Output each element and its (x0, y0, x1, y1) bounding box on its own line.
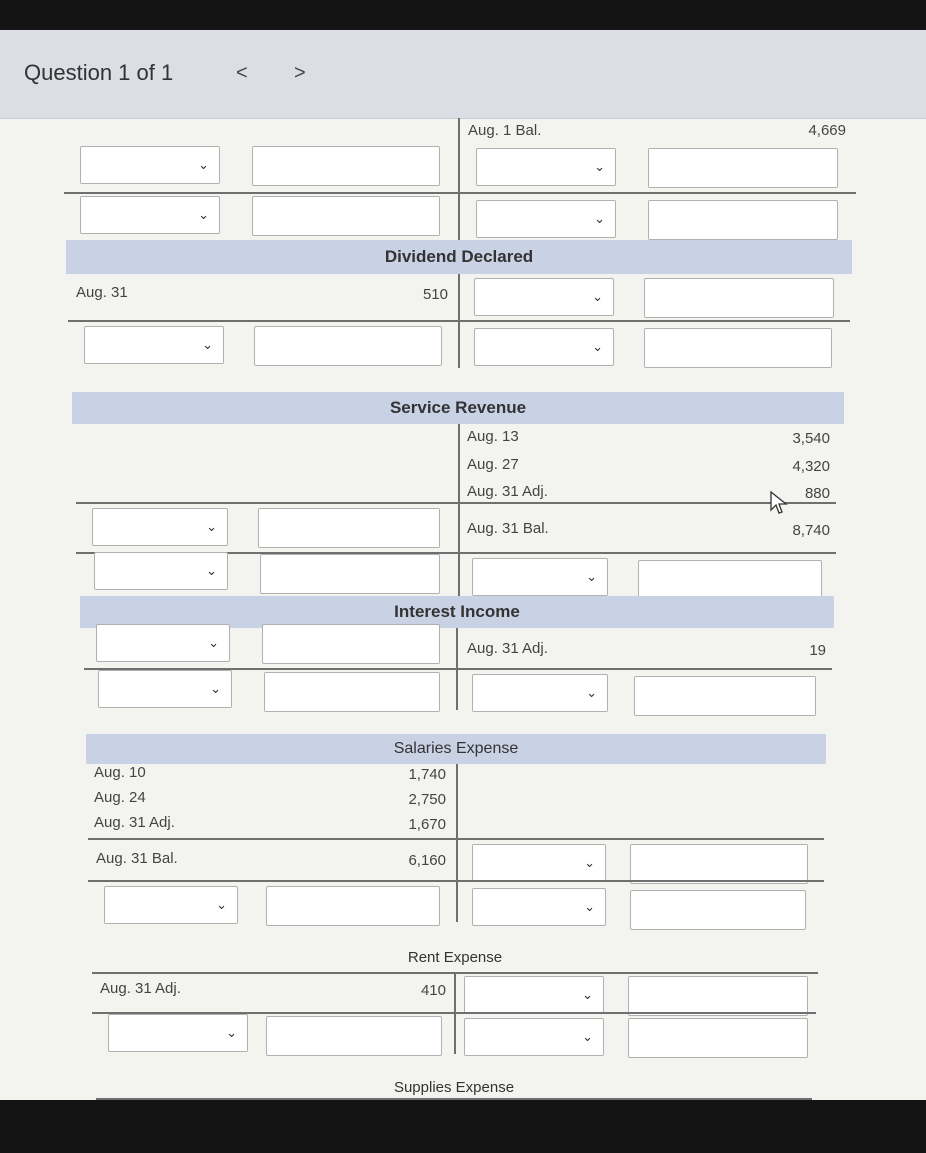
account-title: Salaries Expense (86, 734, 826, 764)
prev-question-button[interactable]: < (236, 62, 248, 84)
screen (0, 30, 926, 1100)
t-account-divider (456, 764, 458, 922)
debit-entry-amount: 510 (422, 286, 448, 303)
chevron-down-icon: ⌄ (206, 519, 217, 534)
debit-entry-amount: 1,740 (408, 766, 446, 783)
chevron-down-icon: ⌄ (586, 569, 597, 584)
account-select[interactable] (476, 200, 616, 238)
chevron-down-icon: ⌄ (584, 855, 595, 870)
chevron-down-icon: ⌄ (586, 685, 597, 700)
chevron-down-icon: ⌄ (208, 635, 219, 650)
account-select[interactable] (464, 976, 604, 1014)
account-select[interactable] (92, 508, 228, 546)
credit-balance-amount: 8,740 (792, 522, 830, 539)
amount-input[interactable] (258, 508, 440, 548)
account-select[interactable] (472, 558, 608, 596)
account-title: Dividend Declared (66, 240, 852, 274)
total-line (64, 192, 856, 194)
account-title: Service Revenue (72, 392, 844, 424)
amount-input[interactable] (254, 326, 442, 366)
account-select[interactable] (108, 1014, 248, 1052)
debit-balance-amount: 6,160 (408, 852, 446, 869)
amount-input[interactable] (630, 844, 808, 884)
account-select[interactable] (80, 196, 220, 234)
debit-entry-label: Aug. 24 (94, 789, 146, 806)
account-select[interactable] (472, 674, 608, 712)
account-select[interactable] (476, 148, 616, 186)
total-line (76, 502, 836, 504)
credit-entry-amount: 3,540 (792, 430, 830, 447)
chevron-down-icon: ⌄ (592, 289, 603, 304)
debit-balance-label: Aug. 31 Bal. (96, 850, 178, 867)
total-line (88, 838, 824, 840)
credit-entry-label: Aug. 31 Adj. (467, 640, 548, 657)
amount-input[interactable] (252, 146, 440, 186)
chevron-down-icon: ⌄ (198, 207, 209, 222)
credit-entry-label: Aug. 31 Adj. (467, 483, 548, 500)
account-select[interactable] (474, 328, 614, 366)
chevron-down-icon: ⌄ (592, 339, 603, 354)
account-title: Supplies Expense (393, 1078, 515, 1096)
debit-entry-amount: 1,670 (408, 816, 446, 833)
question-header (0, 30, 926, 119)
account-select[interactable] (104, 886, 238, 924)
total-line (88, 880, 824, 882)
credit-entry-label: Aug. 27 (467, 456, 519, 473)
account-select[interactable] (474, 278, 614, 316)
debit-entry-label: Aug. 10 (94, 764, 146, 781)
question-title: Question 1 of 1 (24, 60, 174, 85)
debit-entry-label: Aug. 31 (76, 284, 128, 301)
account-select[interactable] (472, 844, 606, 882)
amount-input[interactable] (260, 554, 440, 594)
account-title: Rent Expense (407, 948, 503, 966)
top-credit-amount: 4,669 (808, 122, 846, 139)
amount-input[interactable] (648, 148, 838, 188)
credit-entry-amount: 19 (809, 642, 826, 659)
credit-entry-amount: 880 (804, 485, 830, 502)
chevron-down-icon: ⌄ (582, 1029, 593, 1044)
account-select[interactable] (96, 624, 230, 662)
credit-balance-label: Aug. 31 Bal. (467, 520, 549, 537)
amount-input[interactable] (262, 624, 440, 664)
chevron-down-icon: ⌄ (594, 211, 605, 226)
chevron-down-icon: ⌄ (202, 337, 213, 352)
debit-entry-amount: 2,750 (408, 791, 446, 808)
chevron-down-icon: ⌄ (594, 159, 605, 174)
chevron-down-icon: ⌄ (206, 563, 217, 578)
amount-input[interactable] (638, 560, 822, 600)
account-title: Interest Income (80, 596, 834, 628)
account-select[interactable] (472, 888, 606, 926)
amount-input[interactable] (264, 672, 440, 712)
amount-input[interactable] (628, 1018, 808, 1058)
amount-input[interactable] (644, 328, 832, 368)
amount-input[interactable] (630, 890, 806, 930)
amount-input[interactable] (628, 976, 808, 1016)
amount-input[interactable] (648, 200, 838, 240)
amount-input[interactable] (644, 278, 834, 318)
top-credit-label: Aug. 1 Bal. (468, 122, 542, 139)
chevron-down-icon: ⌄ (584, 899, 595, 914)
amount-input[interactable] (266, 1016, 442, 1056)
account-select[interactable] (80, 146, 220, 184)
chevron-down-icon: ⌄ (226, 1025, 237, 1040)
total-line (68, 320, 850, 322)
debit-entry-amount: 410 (420, 982, 446, 999)
credit-entry-label: Aug. 13 (467, 428, 519, 445)
credit-entry-amount: 4,320 (792, 458, 830, 475)
amount-input[interactable] (252, 196, 440, 236)
monitor-bezel-bottom (0, 1100, 926, 1153)
t-account-divider (458, 424, 460, 596)
chevron-down-icon: ⌄ (198, 157, 209, 172)
account-select[interactable] (464, 1018, 604, 1056)
next-question-button[interactable]: > (294, 62, 306, 84)
amount-input[interactable] (634, 676, 816, 716)
debit-entry-label: Aug. 31 Adj. (94, 814, 175, 831)
amount-input[interactable] (266, 886, 440, 926)
account-select[interactable] (84, 326, 224, 364)
account-select[interactable] (94, 552, 228, 590)
chevron-down-icon: ⌄ (582, 987, 593, 1002)
account-select[interactable] (98, 670, 232, 708)
monitor-bezel-top (0, 0, 926, 30)
debit-entry-label: Aug. 31 Adj. (100, 980, 181, 997)
t-account-divider (458, 118, 460, 250)
chevron-down-icon: ⌄ (210, 681, 221, 696)
mouse-pointer-icon (768, 490, 790, 516)
chevron-down-icon: ⌄ (216, 897, 227, 912)
